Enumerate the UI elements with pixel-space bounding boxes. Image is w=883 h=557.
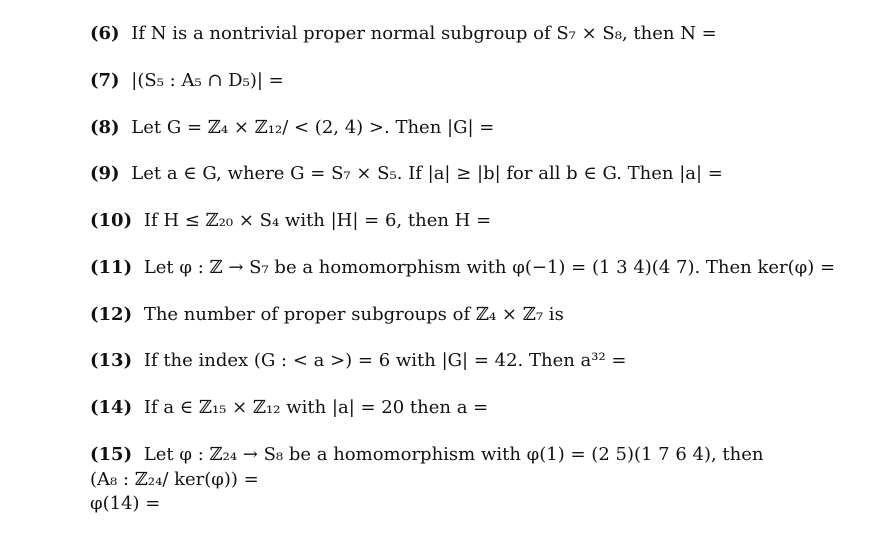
problem-text: If the index (G : < a >) = 6 with |G| = 42. Then a³² = — [143, 350, 627, 371]
problem-7 — [90, 69, 284, 93]
problem-text: The number of proper subgroups of ℤ₄ × ℤ₇ is — [143, 304, 564, 325]
problem-15 — [90, 443, 764, 467]
problem-number: (12) — [90, 304, 133, 325]
problem-text: Let φ : ℤ → S₇ be a homomorphism with φ(−1) = (1 3 4)(4 7). Then ker(φ) = — [143, 257, 836, 278]
problem-10 — [90, 209, 491, 233]
problem-text: If N is a nontrivial proper normal subgroup of S₇ × S₈, then N = — [131, 23, 717, 44]
problem-number: (11) — [90, 257, 133, 278]
problem-8 — [90, 116, 494, 140]
problem-number: (7) — [90, 70, 120, 91]
problem-number: (9) — [90, 163, 120, 184]
problem-text: (A₈ : ℤ₂₄/ ker(φ)) = — [90, 469, 259, 490]
problem-number: (14) — [90, 397, 133, 418]
problem-text: |(S₅ : A₅ ∩ D₅)| = — [131, 70, 284, 91]
problem-text: If H ≤ ℤ₂₀ × S₄ with |H| = 6, then H = — [143, 210, 492, 231]
problem-text: φ(14) = — [90, 493, 161, 514]
problem-12 — [90, 303, 564, 327]
problem-text: Let a ∈ G, where G = S₇ × S₅. If |a| ≥ |b| for all b ∈ G. Then |a| = — [131, 163, 723, 184]
problem-number: (10) — [90, 210, 133, 231]
problem-number: (8) — [90, 117, 120, 138]
problem-6 — [90, 22, 717, 46]
problem-number: (13) — [90, 350, 133, 371]
problem-text: Let G = ℤ₄ × ℤ₁₂/ < (2, 4) >. Then |G| = — [131, 117, 495, 138]
problem-15-line-2 — [90, 468, 259, 492]
problem-number: (6) — [90, 23, 120, 44]
problem-number: (15) — [90, 444, 133, 465]
problem-11 — [90, 256, 835, 280]
problem-15-line-3 — [90, 492, 160, 516]
problem-text: If a ∈ ℤ₁₅ × ℤ₁₂ with |a| = 20 then a = — [143, 397, 489, 418]
problem-9 — [90, 162, 723, 186]
problem-text: Let φ : ℤ₂₄ → S₈ be a homomorphism with φ(1) = (2 5)(1 7 6 4), then — [143, 444, 764, 465]
problem-14 — [90, 396, 488, 420]
problem-13 — [90, 349, 627, 373]
